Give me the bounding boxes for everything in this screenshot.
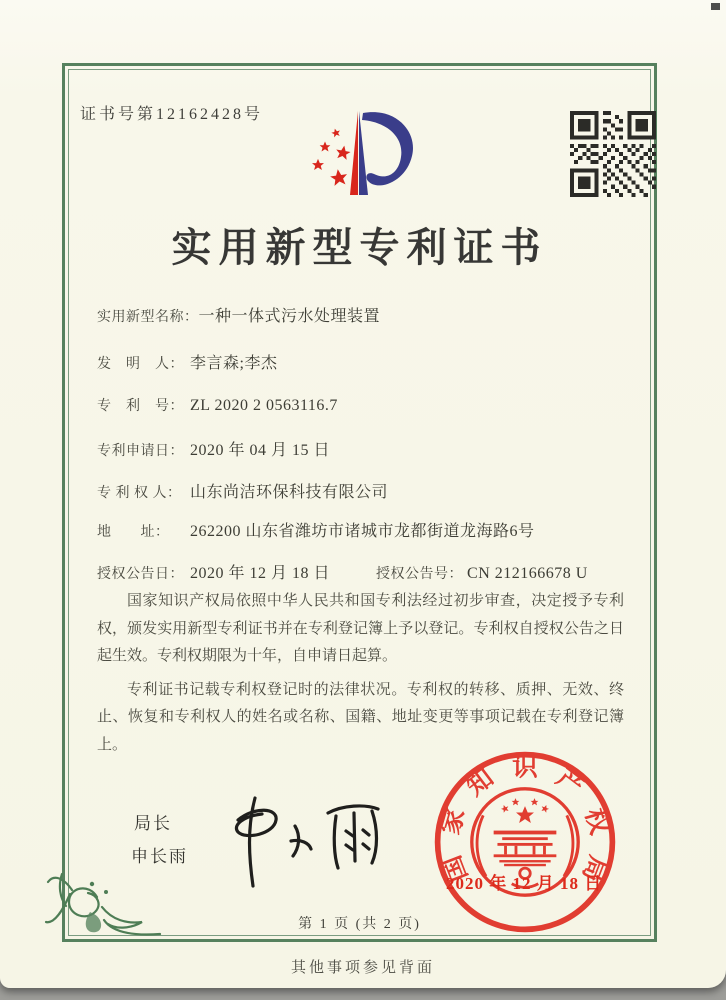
seal-ring-char: 家 <box>435 804 471 838</box>
director-signature <box>195 783 395 893</box>
field-inventor <box>97 350 277 373</box>
director-name: 申长雨 <box>131 847 188 866</box>
certificate-number: 证书号第12162428号 <box>80 106 264 123</box>
field-label: 专 利 号： <box>97 399 184 414</box>
field-label: 发 明 人： <box>97 357 184 372</box>
seal-ring-char: 知 <box>460 762 499 802</box>
field-patentee <box>97 479 388 502</box>
seal-ring-char: 识 <box>512 752 538 782</box>
field-value: 2020 年 12 月 18 日 <box>190 565 331 582</box>
page-number: 第 1 页 (共 2 页) <box>298 917 421 932</box>
seal-ring-char: 权 <box>579 804 615 838</box>
field-filing-date <box>97 437 330 460</box>
field-label: 专利申请日： <box>97 444 184 459</box>
field-value: 2020 年 04 月 15 日 <box>190 442 331 459</box>
field-value: ZL 2020 2 0563116.7 <box>190 397 338 414</box>
grant-number-group <box>376 565 588 582</box>
reverse-side-note: 其他事项参见背面 <box>290 960 435 976</box>
field-utility-model-name <box>97 303 380 326</box>
field-value: 山东尚洁环保科技有限公司 <box>190 484 389 501</box>
official-seal <box>430 747 620 937</box>
cnipa-logo-icon <box>298 102 443 207</box>
certificate-title: 实用新型专利证书 <box>171 225 548 270</box>
director-title: 局长 <box>134 814 172 833</box>
grant-date-group <box>97 565 330 582</box>
field-value: 一种一体式污水处理装置 <box>198 308 381 325</box>
legal-paragraph-1: 国家知识产权局依照中华人民共和国专利法经过初步审查，决定授予专利权，颁发实用新型专利证书并在专利登记簿上予以登记。专利权自授权公告之日起生效。专利权期限为十年，自申请日起算。 <box>97 593 624 664</box>
corner-flourish-icon <box>42 872 162 947</box>
field-label: 授权公告日： <box>97 567 184 582</box>
field-label: 地 址： <box>97 525 170 540</box>
seal-ring-char: 局 <box>576 851 614 887</box>
field-label: 实用新型名称： <box>97 310 199 325</box>
field-patent-number <box>97 395 338 415</box>
seal-date: 2020 年 12 月 18 日 <box>446 874 603 893</box>
field-value: 262200 山东省潍坊市诸城市龙都街道龙海路6号 <box>190 523 535 540</box>
scan-registration-mark <box>711 3 720 10</box>
field-label: 授权公告号： <box>376 567 464 582</box>
field-grant-announcement <box>97 560 588 583</box>
seal-ring-char: 国 <box>436 851 474 887</box>
field-address <box>97 518 535 541</box>
legal-text <box>97 588 624 765</box>
field-value: 李言森;李杰 <box>190 355 278 372</box>
field-value: CN 212166678 U <box>467 565 588 582</box>
qr-code <box>570 111 656 197</box>
field-label: 专 利 权 人： <box>97 486 182 501</box>
seal-ring-char: 产 <box>551 762 590 802</box>
legal-paragraph-2: 专利证书记载专利权登记时的法律状况。专利权的转移、质押、无效、终止、恢复和专利权人的姓名或名称、国籍、地址变更等事项记载在专利登记簿上。 <box>97 681 624 753</box>
